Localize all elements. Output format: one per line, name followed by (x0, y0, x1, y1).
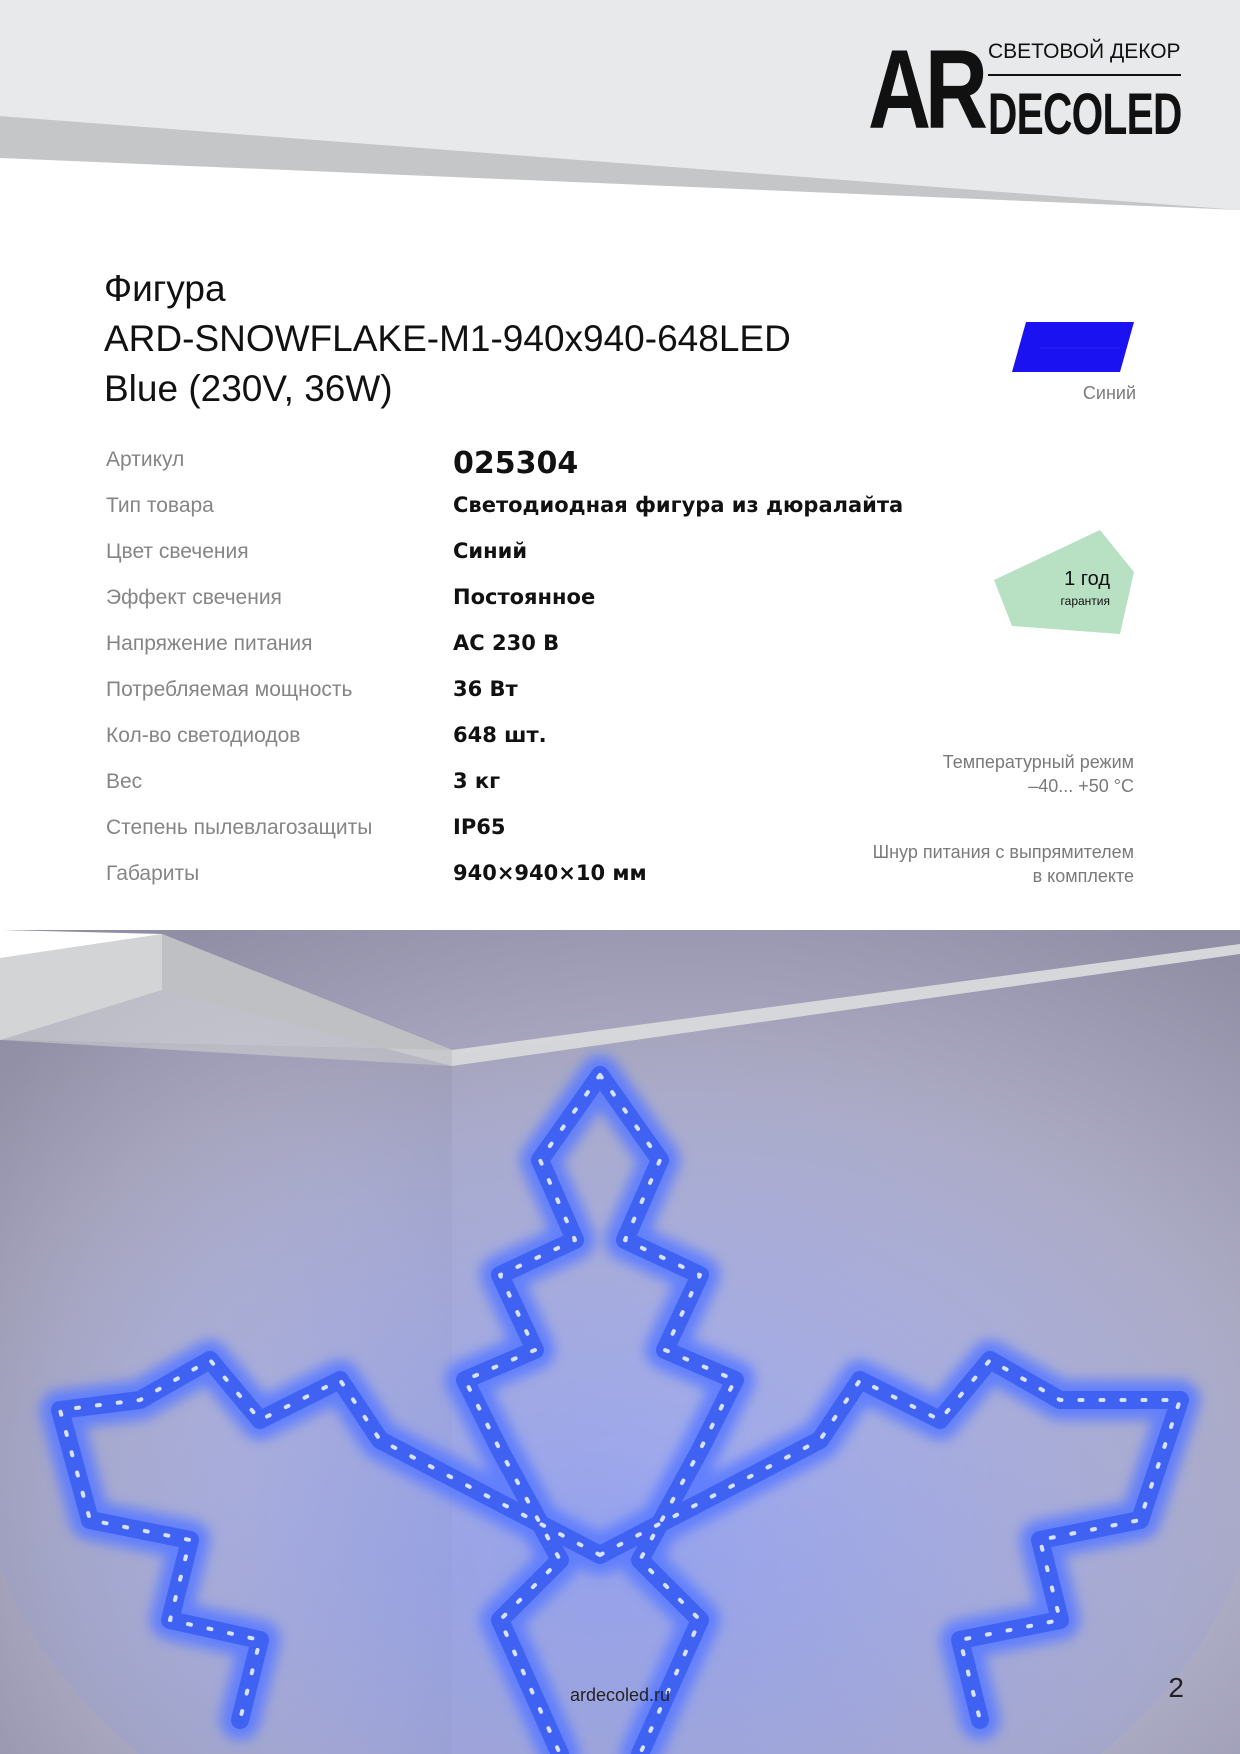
spec-value-power: 36 Вт (453, 677, 518, 701)
spec-value-glow-effect: Постоянное (453, 585, 596, 609)
product-title (104, 264, 864, 414)
logo-tagline: СВЕТОВОЙ ДЕКОР (988, 40, 1181, 63)
spec-value-glow-color: Синий (453, 539, 528, 563)
spec-value-product-type: Светодиодная фигура из дюралайта (453, 493, 904, 517)
spec-value-article: 025304 (453, 446, 579, 481)
spec-label-glow-color: Цвет свечения (106, 540, 249, 563)
power-cord-note-line1: Шнур питания с выпрямителем (872, 842, 1134, 862)
product-title-line: Фигура (104, 268, 226, 309)
spec-value-led-count: 648 шт. (453, 723, 547, 747)
spec-label-product-type: Тип товара (106, 494, 214, 517)
spec-label-article: Артикул (106, 448, 185, 471)
power-cord-note-line2: в комплекте (1032, 866, 1134, 886)
color-swatch-shape (1012, 322, 1134, 372)
product-title-line: ARD-SNOWFLAKE-M1-940x940-648LED (104, 318, 791, 359)
logo-divider (988, 74, 1181, 76)
warranty-label: гарантия (1060, 594, 1110, 608)
page-number: 2 (1168, 1672, 1184, 1703)
temperature-range: –40... +50 °С (1028, 776, 1134, 796)
spec-label-ip-rating: Степень пылевлагозащиты (106, 816, 373, 839)
spec-label-voltage: Напряжение питания (106, 632, 313, 655)
brand-logo (868, 27, 1182, 152)
spec-label-glow-effect: Эффект свечения (106, 586, 282, 609)
spec-label-dimensions: Габариты (106, 862, 200, 885)
spec-value-dimensions: 940×940×10 мм (453, 861, 647, 885)
spec-value-voltage: AC 230 В (453, 631, 560, 655)
spec-value-ip-rating: IP65 (453, 815, 506, 839)
spec-label-led-count: Кол-во светодиодов (106, 724, 301, 747)
color-swatch-label: Синий (1082, 383, 1136, 403)
spec-label-weight: Вес (106, 770, 143, 793)
product-title-line: Blue (230V, 36W) (104, 368, 393, 409)
logo-mark: AR (868, 27, 982, 152)
temperature-title: Температурный режим (942, 752, 1134, 772)
product-photo (0, 930, 1240, 1754)
warranty-years: 1 год (1064, 568, 1110, 590)
logo-brand-name: DECOLED (988, 82, 1182, 147)
color-swatch (1012, 322, 1136, 374)
website-url[interactable]: ardecoled.ru (569, 1685, 671, 1705)
spec-value-weight: 3 кг (453, 769, 501, 793)
spec-label-power: Потребляемая мощность (106, 678, 353, 701)
